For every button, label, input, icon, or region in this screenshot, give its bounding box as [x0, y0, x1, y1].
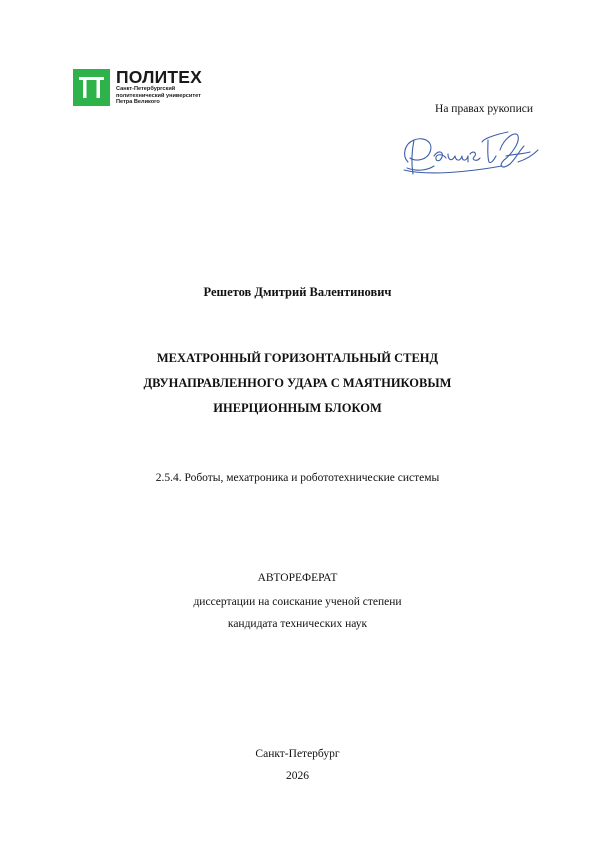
- handwritten-signature: [398, 120, 548, 188]
- logo-subtitle-line-1: Санкт-Петербургский: [116, 86, 176, 92]
- year: 2026: [286, 770, 309, 782]
- degree-description-line-2: кандидата технических наук: [227, 618, 368, 630]
- logo-subtitle-line-2: политехнический университет: [116, 92, 201, 99]
- specialty-code: 2.5.4. Роботы, мехатроника и робототехнические системы: [155, 472, 440, 484]
- degree-description-line-1: диссертации на соискание ученой степени: [193, 596, 402, 608]
- university-logo: [73, 67, 233, 107]
- author-name: Решетов Дмитрий Валентинович: [203, 285, 392, 299]
- dissertation-title-line-1: МЕХАТРОННЫЙ ГОРИЗОНТАЛЬНЫЙ СТЕНД: [156, 351, 439, 365]
- logo-subtitle-line-3: Петра Великого: [116, 99, 160, 105]
- dissertation-title-line-3: ИНЕРЦИОННЫМ БЛОКОМ: [213, 401, 382, 415]
- document-type: АВТОРЕФЕРАТ: [257, 572, 338, 584]
- city: Санкт-Петербург: [255, 748, 340, 760]
- polytech-logo-icon: [73, 69, 110, 106]
- manuscript-rights-note: На правах рукописи: [435, 103, 533, 115]
- dissertation-title-line-2: ДВУНАПРАВЛЕННОГО УДАРА С МАЯТНИКОВЫМ: [143, 376, 452, 390]
- logo-title: ПОЛИТЕХ: [116, 67, 203, 87]
